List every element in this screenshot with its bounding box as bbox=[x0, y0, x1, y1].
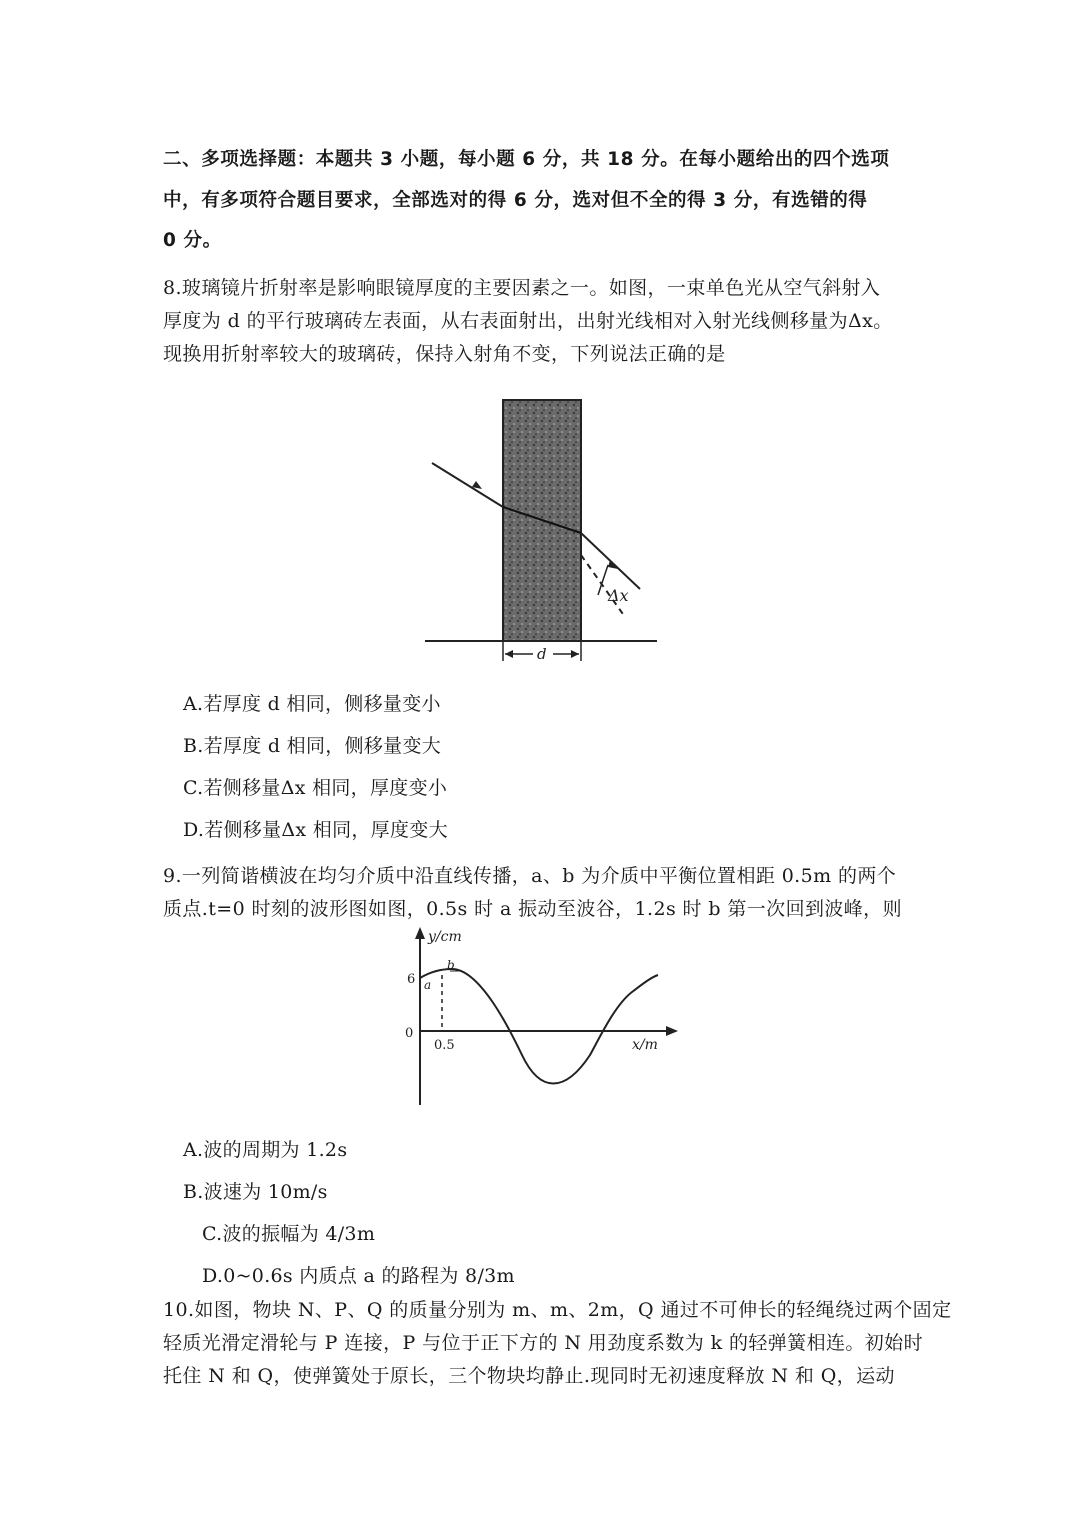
y-tick-label: 6 bbox=[407, 972, 416, 987]
x-tick-label: 0.5 bbox=[434, 1038, 455, 1053]
option-c[interactable]: C.波的振幅为 4/3m bbox=[202, 1223, 376, 1245]
option-b[interactable]: B.若厚度 d 相同，侧移量变大 bbox=[183, 735, 442, 757]
option-d[interactable]: D.0~0.6s 内质点 a 的路程为 8/3m bbox=[202, 1265, 515, 1287]
glass-slab-figure bbox=[420, 395, 665, 665]
question-8-stem-line: 厚度为 d 的平行玻璃砖左表面，从右表面射出，出射光线相对入射光线侧移量为Δx。 bbox=[163, 310, 893, 332]
question-8-stem-line: 现换用折射率较大的玻璃砖，保持入射角不变，下列说法正确的是 bbox=[163, 343, 726, 365]
section-header-line: 0 分。 bbox=[163, 230, 222, 251]
section-header-line: 中，有多项符合题目要求，全部选对的得 6 分，选对但不全的得 3 分，有选错的得 bbox=[163, 190, 868, 211]
question-10-stem-line: 10.如图，物块 N、P、Q 的质量分别为 m、m、2m，Q 通过不可伸长的轻绳绕过两个固定 bbox=[163, 1299, 952, 1321]
point-b-label: b bbox=[447, 958, 455, 972]
x-axis-arrow-icon bbox=[666, 1026, 678, 1036]
section-header-line: 二、多项选择题：本题共 3 小题，每小题 6 分，共 18 分。在每小题给出的四个选项 bbox=[163, 149, 890, 170]
origin-label: 0 bbox=[405, 1026, 414, 1041]
option-c[interactable]: C.若侧移量Δx 相同，厚度变小 bbox=[183, 777, 448, 799]
label-dx: Δx bbox=[608, 586, 629, 605]
option-a[interactable]: A.若厚度 d 相同，侧移量变小 bbox=[183, 693, 441, 715]
incident-ray bbox=[432, 463, 503, 507]
option-d[interactable]: D.若侧移量Δx 相同，厚度变大 bbox=[183, 819, 448, 841]
option-a[interactable]: A.波的周期为 1.2s bbox=[183, 1139, 348, 1161]
option-b[interactable]: B.波速为 10m/s bbox=[183, 1181, 328, 1203]
wave-graph-figure bbox=[400, 925, 680, 1110]
shift-marker bbox=[598, 565, 608, 595]
point-a-label: a bbox=[424, 978, 432, 992]
arrow-left-icon bbox=[505, 650, 513, 658]
arrow-right-icon bbox=[571, 650, 579, 658]
wave-curve bbox=[420, 969, 658, 1084]
y-axis-label: y/cm bbox=[428, 929, 462, 945]
question-10-stem-line: 轻质光滑定滑轮与 P 连接，P 与位于正下方的 N 用劲度系数为 k 的轻弹簧相连。初始时 bbox=[163, 1332, 923, 1354]
question-9-stem-line: 9.一列简谐横波在均匀介质中沿直线传播，a、b 为介质中平衡位置相距 0.5m 的两个 bbox=[163, 865, 897, 887]
question-10-stem-line: 托住 N 和 Q，使弹簧处于原长，三个物块均静止.现同时无初速度释放 N 和 Q，运动 bbox=[163, 1365, 895, 1387]
x-axis-label: x/m bbox=[632, 1037, 658, 1053]
y-axis-arrow-icon bbox=[415, 927, 425, 939]
label-d: d bbox=[537, 645, 547, 663]
question-9-stem-line: 质点.t=0 时刻的波形图如图，0.5s 时 a 振动至波谷，1.2s 时 b 第一次回到波峰，则 bbox=[163, 898, 902, 920]
question-8-stem-line: 8.玻璃镜片折射率是影响眼镜厚度的主要因素之一。如图，一束单色光从空气斜射入 bbox=[163, 277, 881, 299]
